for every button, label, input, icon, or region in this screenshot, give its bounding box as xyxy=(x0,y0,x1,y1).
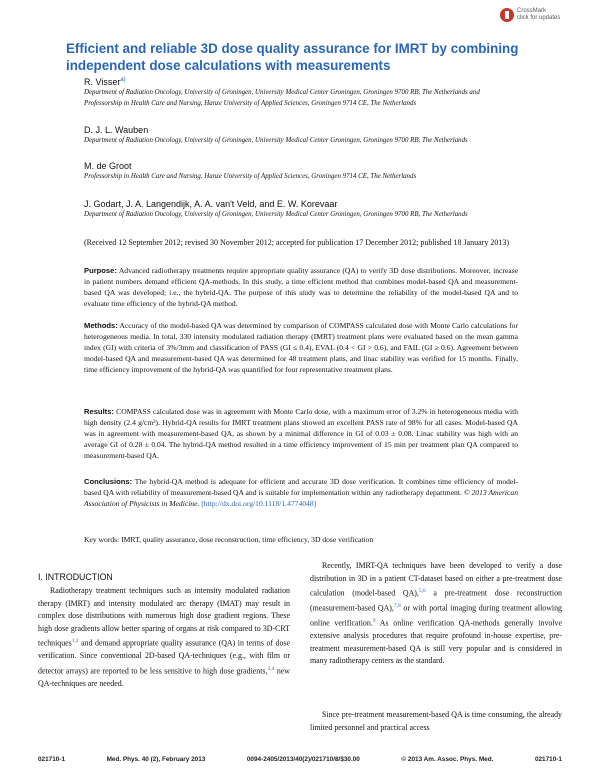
footer-page-right: 021710-1 xyxy=(534,756,562,763)
right-text-1: Recently, IMRT-QA techniques have been developed to verify a dose distribution in 3D in a patient CT-dataset based on either a pre-treatment dose calculation (model-based QA), xyxy=(310,561,562,598)
author-name: J. Godart, J. A. Langendijk, A. A. van't Veld, and E. W. Korevaar xyxy=(84,199,338,209)
footer-copyright: © 2013 Am. Assoc. Phys. Med. xyxy=(401,756,494,763)
abstract-methods xyxy=(84,320,518,375)
affiliation-godart-group: Department of Radiation Oncology, University of Groningen, University Medical Center Groningen, Groningen 9700 RB, The Netherlands xyxy=(84,211,468,218)
abstract-results xyxy=(84,406,518,461)
crossmark-icon xyxy=(500,8,514,22)
intro-right-paragraph-2: Since pre-treatment measurement-based QA is time consuming, the already limited personnel and practical access xyxy=(310,710,562,732)
affiliation-wauben: Department of Radiation Oncology, University of Groningen, University Medical Center Groningen, Groningen 9700 RB, The Netherlands xyxy=(84,137,468,144)
citation-ref[interactable]: 1,2 xyxy=(71,638,79,644)
doi-link[interactable]: [http://dx.doi.org/10.1118/1.4774048] xyxy=(201,499,317,508)
author-visser xyxy=(84,77,126,87)
abstract-purpose xyxy=(84,265,518,309)
methods-label: Methods: xyxy=(84,321,118,330)
page-footer xyxy=(38,756,562,763)
affiliation-visser: Department of Radiation Oncology, University of Groningen, University Medical Center Groningen, Groningen 9700 RB, The Netherlands and Professorship in Health Care and Nursing, Hanze University of Applied Sciences, Groningen 9714 CE, The Netherlands xyxy=(84,89,480,107)
citation-ref[interactable]: 5,6 xyxy=(418,588,426,594)
citation-ref[interactable]: 3,4 xyxy=(267,665,275,672)
author-name: R. Visser xyxy=(84,77,121,87)
author-name: M. de Groot xyxy=(84,161,132,171)
copyright-notice: © 2013 American Association of Physicists in Medicine. xyxy=(84,488,519,508)
author-wauben xyxy=(84,125,148,135)
left-text-1: Radiotherapy treatment techniques such as intensity modulated radiation therapy (IMRT) and intensity modulated arc therapy (IMAT) may result in complex dose distributions with numerous high dose gradient regions. These high dose gradients allow better sparing of organs at risk compared to 3D-CRT techniques xyxy=(38,586,290,648)
paper-title: Efficient and reliable 3D dose quality assurance for IMRT by combining independent dose calculations with measurements xyxy=(66,41,519,73)
conclusions-label: Conclusions: xyxy=(84,477,133,486)
purpose-label: Purpose: xyxy=(84,266,117,275)
footer-journal: Med. Phys. 40 (2), February 2013 xyxy=(106,756,206,763)
citation-ref[interactable]: 9 xyxy=(372,618,376,625)
conclusions-text: The hybrid-QA method is adequate for efficient and accurate 3D dose verification. It combines time efficiency of model-based QA with reliability of measurement-based QA and is suitable for implementation within any radiotherapy department. xyxy=(84,477,518,497)
author-name: D. J. L. Wauben xyxy=(84,125,149,135)
intro-right-paragraph-1 xyxy=(310,560,562,668)
affiliation-degroot: Professorship in Health Care and Nursing, Hanze University of Applied Sciences, Groningen 9714 CE, The Netherlands xyxy=(84,173,417,180)
results-label: Results: xyxy=(84,407,114,416)
left-text-2: and demand appropriate quality assurance (QA) in terms of dose verification. Since conventional 2D-based QA-techniques (e.g., with film or detector arrays) are reported to be less sensitive to high dose gradients, xyxy=(38,638,290,676)
keywords: Key words: IMRT, quality assurance, dose reconstruction, time efficiency, 3D dose verification xyxy=(84,535,374,544)
crossmark-subtitle: click for updates xyxy=(517,15,561,21)
section-heading-introduction: I. INTRODUCTION xyxy=(38,572,113,582)
purpose-text: Advanced radiotherapy treatments require appropriate quality assurance (QA) to verify 3D dose distributions. Moreover, increase in patient numbers demand efficient QA-methods. In this study, a time efficient method that combines model-based QA and measurement-based QA was developed; i.e., the hybrid-QA. The purpose of this study was to determine the reliability of the model-based QA and to evaluate time efficiency of the hybrid-QA method. xyxy=(84,266,519,308)
right-text-3: or with portal imaging during treatment allowing online verification. xyxy=(310,603,562,628)
right-text-4: As online verification QA-methods generally involve extensive analysis procedures that require profound in-house expertise, pre-treatment measurement-based QA is still very popular and is considered in many radiotherapy centers as the standard. xyxy=(310,618,562,666)
abstract-conclusions xyxy=(84,476,518,509)
footer-page-left: 021710-1 xyxy=(38,756,66,763)
results-text: COMPASS calculated dose was in agreement with Monte Carlo dose, with a maximum error of 3.2% in heterogeneous media with high density (2.4 g/cm³). Hybrid-QA results for IMRT treatment plans showed an excellent PASS rate of 98% for all cases. Model-based QA was in agreement with measurement-based QA, as shown by a minimal difference in GI of 0.03 ± 0.08. Linac stability was high with an average GI of 0.28 ± 0.04. The hybrid-QA method resulted in a time efficiency improvement of 15 min per treatment plan QA compared to measurement-based QA. xyxy=(84,407,518,460)
author-footnote-mark[interactable]: a) xyxy=(120,77,126,83)
author-godart-group xyxy=(84,199,337,209)
left-text-3: new QA-techniques are needed. xyxy=(38,666,290,688)
methods-text: Accuracy of the model-based QA was determined by comparison of COMPASS calculated dose with Monte Carlo calculations for heterogeneous media. In total, 330 intensity modulated radiation therapy (IMRT) treatment plans were evaluated based on the mean gamma index (GI) with criteria of 3%/3mm and classification of PASS (GI ≤ 0.4), EVAL (0.4 < GI > 0.6), and FAIL (GI ≥ 0.6). Agreement between model-based QA and measurement-based QA was determined for 48 treatment plans, and linac stability was verified for 15 months. Finally, time efficiency improvement of the hybrid-QA was quantified for four representative treatment plans. xyxy=(84,321,519,374)
author-degroot xyxy=(84,161,132,171)
footer-code: 0094-2405/2013/40(2)/021710/8/$30.00 xyxy=(246,756,360,763)
citation-ref[interactable]: 7,8 xyxy=(393,603,401,610)
received-dates: (Received 12 September 2012; revised 30 November 2012; accepted for publication 17 December 2012; published 18 January 2013) xyxy=(84,238,509,247)
crossmark-title: CrossMark xyxy=(517,8,547,14)
crossmark-text xyxy=(517,8,560,22)
right-text-2: a pre-treatment dose reconstruction (measurement-based QA), xyxy=(310,588,562,613)
crossmark-badge[interactable] xyxy=(500,8,560,22)
intro-left-paragraph xyxy=(38,585,290,690)
